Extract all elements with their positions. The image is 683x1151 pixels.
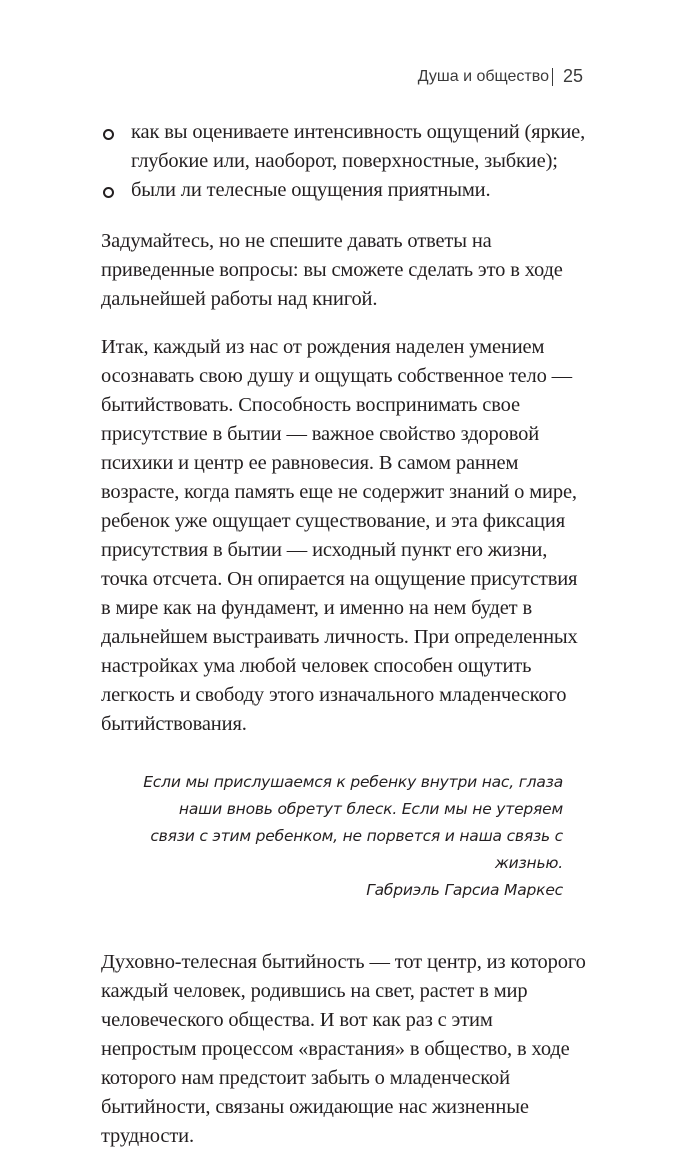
page-body	[101, 118, 589, 1151]
bullet-item	[101, 176, 589, 205]
bullet-text: были ли телесные ощущения приятными.	[131, 179, 491, 201]
epigraph-quote	[131, 769, 563, 904]
paragraph: Задумайтесь, но не спешите давать ответы на приведенные вопросы: вы сможете сделать это в ходе дальнейшей работы над книгой.	[101, 230, 563, 310]
paragraph: Итак, каждый из нас от рождения наделен умением осознавать свою душу и ощущать собственное тело — бытийствовать. Способность воспринимать свое присутствие в бытии — важное свойство здоровой психики и центр ее равновесия. В самом раннем возрасте, когда память еще не содержит знаний о мире, ребенок уже ощущает существование, и эта фиксация присутствия в бытии — исходный пункт его жизни, точка отсчета. Он опирается на ощущение присутствия в мире как на фундамент, и именно на нем будет в дальнейшем выстраивать личность. При определенных настройках ума любой человек способен ощутить легкость и свободу этого изначального младенческого бытийствования.	[101, 336, 578, 735]
circle-bullet-icon	[103, 129, 114, 140]
bullet-text: как вы оцениваете интенсивность ощущений (яркие, глубокие или, наоборот, поверхностные, зыбкие);	[131, 121, 586, 172]
quote-text: Если мы прислушаемся к ребенку внутри нас, глаза наши вновь обретут блеск. Если мы не утеряем связи с этим ребенком, не порвется и наша связь с жизнью.	[143, 773, 563, 872]
header-divider	[552, 68, 553, 86]
paragraph: Духовно-телесная бытийность — тот центр, из которого каждый человек, родившись на свет, растет в мир человеческого общества. И вот как раз с этим непростым процессом «врастания» в общество, в ходе которого нам предстоит забыть о младенческой бытийности, связаны ожидающие нас жизненные трудности.	[101, 951, 586, 1147]
running-header	[418, 66, 583, 87]
page-number: 25	[562, 66, 583, 86]
bullet-list	[101, 118, 589, 205]
chapter-title: Душа и общество	[417, 67, 549, 85]
quote-author: Габриэль Гарсиа Маркес	[366, 881, 563, 899]
bullet-item	[101, 118, 589, 176]
circle-bullet-icon	[103, 187, 114, 198]
